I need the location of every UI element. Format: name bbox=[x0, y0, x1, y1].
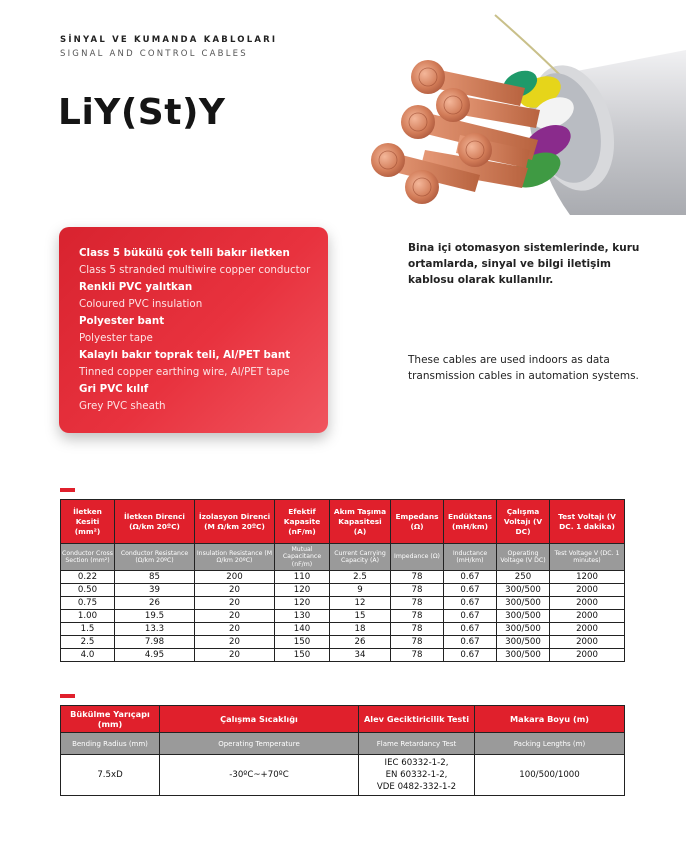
spec-cell: 78 bbox=[391, 623, 444, 636]
spec-cell: 2.5 bbox=[61, 636, 115, 649]
spec-cell: 110 bbox=[275, 571, 330, 584]
spec-header-cell: Endüktans (mH/km) bbox=[444, 500, 497, 544]
spec-cell: 300/500 bbox=[497, 597, 550, 610]
spec-subheader-cell: Conductor Cross Section (mm²) bbox=[61, 544, 115, 571]
construction-conductor-tr: Class 5 bükülü çok telli bakır iletken bbox=[79, 247, 290, 259]
spec-cell: 0.22 bbox=[61, 571, 115, 584]
spec-cell: 20 bbox=[195, 584, 275, 597]
spec-cell: 34 bbox=[330, 649, 391, 662]
packing-length-value: 100/500/1000 bbox=[475, 755, 625, 796]
spec-cell: 12 bbox=[330, 597, 391, 610]
spec-cell: 0.67 bbox=[444, 649, 497, 662]
spec-cell: 150 bbox=[275, 649, 330, 662]
spec-cell: 120 bbox=[275, 584, 330, 597]
spec-cell: 20 bbox=[195, 610, 275, 623]
section-marker bbox=[60, 694, 75, 698]
props-header-row-en bbox=[61, 733, 625, 755]
spec-cell: 2000 bbox=[550, 610, 625, 623]
spec-subheader-cell: Test Voltage V (DC. 1 minutes) bbox=[550, 544, 625, 571]
spec-table-row bbox=[61, 623, 625, 636]
spec-cell: 39 bbox=[115, 584, 195, 597]
construction-box bbox=[59, 227, 328, 433]
spec-cell: 140 bbox=[275, 623, 330, 636]
props-subheader-cell: Packing Lengths (m) bbox=[475, 733, 625, 755]
spec-cell: 78 bbox=[391, 636, 444, 649]
spec-subheader-cell: Current Carrying Capacity (A) bbox=[330, 544, 391, 571]
spec-subheader-cell: Inductance (mH/km) bbox=[444, 544, 497, 571]
spec-cell: 0.50 bbox=[61, 584, 115, 597]
spec-cell: 20 bbox=[195, 636, 275, 649]
spec-cell: 20 bbox=[195, 623, 275, 636]
construction-conductor-en: Class 5 stranded multiwire copper conductor bbox=[79, 264, 311, 276]
spec-table bbox=[60, 499, 625, 662]
props-subheader-cell: Operating Temperature bbox=[160, 733, 359, 755]
construction-insulation-tr: Renkli PVC yalıtkan bbox=[79, 281, 193, 293]
spec-header-cell: İletken Kesiti (mm²) bbox=[61, 500, 115, 544]
spec-cell: 250 bbox=[497, 571, 550, 584]
spec-header-row-en bbox=[61, 544, 625, 571]
spec-cell: 26 bbox=[115, 597, 195, 610]
spec-cell: 78 bbox=[391, 571, 444, 584]
spec-cell: 2000 bbox=[550, 623, 625, 636]
props-header-cell: Makara Boyu (m) bbox=[475, 706, 625, 733]
spec-cell: 130 bbox=[275, 610, 330, 623]
spec-cell: 0.67 bbox=[444, 623, 497, 636]
spec-header-cell: İletken Direnci (Ω/km 20ºC) bbox=[115, 500, 195, 544]
spec-cell: 0.67 bbox=[444, 584, 497, 597]
spec-cell: 0.67 bbox=[444, 610, 497, 623]
properties-table bbox=[60, 705, 625, 796]
spec-cell: 19.5 bbox=[115, 610, 195, 623]
spec-cell: 300/500 bbox=[497, 610, 550, 623]
temperature-value: -30ºC~+70ºC bbox=[160, 755, 359, 796]
spec-cell: 26 bbox=[330, 636, 391, 649]
spec-header-cell: Çalışma Voltajı (V DC) bbox=[497, 500, 550, 544]
spec-cell: 150 bbox=[275, 636, 330, 649]
construction-sheath-en: Grey PVC sheath bbox=[79, 400, 166, 412]
spec-table-row bbox=[61, 636, 625, 649]
spec-cell: 0.75 bbox=[61, 597, 115, 610]
spec-cell: 120 bbox=[275, 597, 330, 610]
props-values-row bbox=[61, 755, 625, 796]
spec-cell: 0.67 bbox=[444, 571, 497, 584]
spec-cell: 200 bbox=[195, 571, 275, 584]
props-subheader-cell: Flame Retardancy Test bbox=[359, 733, 475, 755]
spec-cell: 7.98 bbox=[115, 636, 195, 649]
spec-subheader-cell: Mutual Capacitance (nF/m) bbox=[275, 544, 330, 571]
spec-cell: 13.3 bbox=[115, 623, 195, 636]
spec-table-row bbox=[61, 597, 625, 610]
spec-cell: 78 bbox=[391, 610, 444, 623]
spec-cell: 2000 bbox=[550, 649, 625, 662]
spec-header-cell: Efektif Kapasite (nF/m) bbox=[275, 500, 330, 544]
spec-cell: 18 bbox=[330, 623, 391, 636]
spec-cell: 1.5 bbox=[61, 623, 115, 636]
spec-cell: 1200 bbox=[550, 571, 625, 584]
spec-cell: 1.00 bbox=[61, 610, 115, 623]
flame-test-line: IEC 60332-1-2, bbox=[384, 758, 449, 768]
spec-subheader-cell: Operating Voltage (V DC) bbox=[497, 544, 550, 571]
spec-cell: 78 bbox=[391, 649, 444, 662]
construction-sheath-tr: Gri PVC kılıf bbox=[79, 383, 149, 395]
construction-tape-tr: Polyester bant bbox=[79, 315, 165, 327]
props-header-cell: Bükülme Yarıçapı (mm) bbox=[61, 706, 160, 733]
spec-cell: 0.67 bbox=[444, 597, 497, 610]
spec-cell: 78 bbox=[391, 597, 444, 610]
spec-cell: 2000 bbox=[550, 597, 625, 610]
spec-cell: 78 bbox=[391, 584, 444, 597]
description-tr: Bina içi otomasyon sistemlerinde, kuru ortamlarda, sinyal ve bilgi iletişim kablosu olarak kullanılır. bbox=[408, 242, 640, 286]
category-title-en: SIGNAL AND CONTROL CABLES bbox=[60, 49, 248, 59]
spec-cell: 9 bbox=[330, 584, 391, 597]
spec-cell: 2000 bbox=[550, 636, 625, 649]
spec-cell: 20 bbox=[195, 649, 275, 662]
spec-table-row bbox=[61, 610, 625, 623]
spec-header-cell: Test Voltajı (V DC. 1 dakika) bbox=[550, 500, 625, 544]
construction-earthing-en: Tinned copper earthing wire, Al/PET tape bbox=[79, 366, 290, 378]
product-title: LiY(St)Y bbox=[58, 92, 226, 133]
flame-test-line: EN 60332-1-2, bbox=[385, 770, 448, 780]
spec-cell: 20 bbox=[195, 597, 275, 610]
props-header-row-tr bbox=[61, 706, 625, 733]
cable-cross-section-image bbox=[360, 10, 686, 215]
bending-radius-value: 7.5xD bbox=[61, 755, 160, 796]
spec-header-cell: Empedans (Ω) bbox=[391, 500, 444, 544]
flame-test-line: VDE 0482-332-1-2 bbox=[376, 782, 457, 792]
spec-header-row-tr bbox=[61, 500, 625, 544]
spec-cell: 0.67 bbox=[444, 636, 497, 649]
spec-cell: 300/500 bbox=[497, 623, 550, 636]
construction-earthing-tr: Kalaylı bakır toprak teli, Al/PET bant bbox=[79, 349, 291, 361]
spec-cell: 300/500 bbox=[497, 584, 550, 597]
spec-cell: 4.95 bbox=[115, 649, 195, 662]
construction-insulation-en: Coloured PVC insulation bbox=[79, 298, 203, 310]
spec-table-row bbox=[61, 584, 625, 597]
spec-cell: 15 bbox=[330, 610, 391, 623]
spec-cell: 4.0 bbox=[61, 649, 115, 662]
spec-subheader-cell: Conductor Resistance (Ω/km 20ºC) bbox=[115, 544, 195, 571]
spec-table-row bbox=[61, 571, 625, 584]
props-header-cell: Alev Geciktiricilik Testi bbox=[359, 706, 475, 733]
flame-test-value bbox=[359, 755, 475, 796]
construction-tape-en: Polyester tape bbox=[79, 332, 153, 344]
props-subheader-cell: Bending Radius (mm) bbox=[61, 733, 160, 755]
description-en: These cables are used indoors as data transmission cables in automation systems. bbox=[408, 354, 639, 382]
spec-cell: 2000 bbox=[550, 584, 625, 597]
category-title-tr: SİNYAL VE KUMANDA KABLOLARI bbox=[60, 35, 278, 45]
spec-header-cell: Akım Taşıma Kapasitesi (A) bbox=[330, 500, 391, 544]
props-header-cell: Çalışma Sıcaklığı bbox=[160, 706, 359, 733]
spec-header-cell: İzolasyon Direnci (M Ω/km 20ºC) bbox=[195, 500, 275, 544]
spec-cell: 300/500 bbox=[497, 649, 550, 662]
section-marker bbox=[60, 488, 75, 492]
spec-cell: 2.5 bbox=[330, 571, 391, 584]
spec-cell: 300/500 bbox=[497, 636, 550, 649]
spec-table-row bbox=[61, 649, 625, 662]
spec-cell: 85 bbox=[115, 571, 195, 584]
spec-subheader-cell: Impedance (Ω) bbox=[391, 544, 444, 571]
spec-subheader-cell: Insulation Resistance (M Ω/km 20ºC) bbox=[195, 544, 275, 571]
